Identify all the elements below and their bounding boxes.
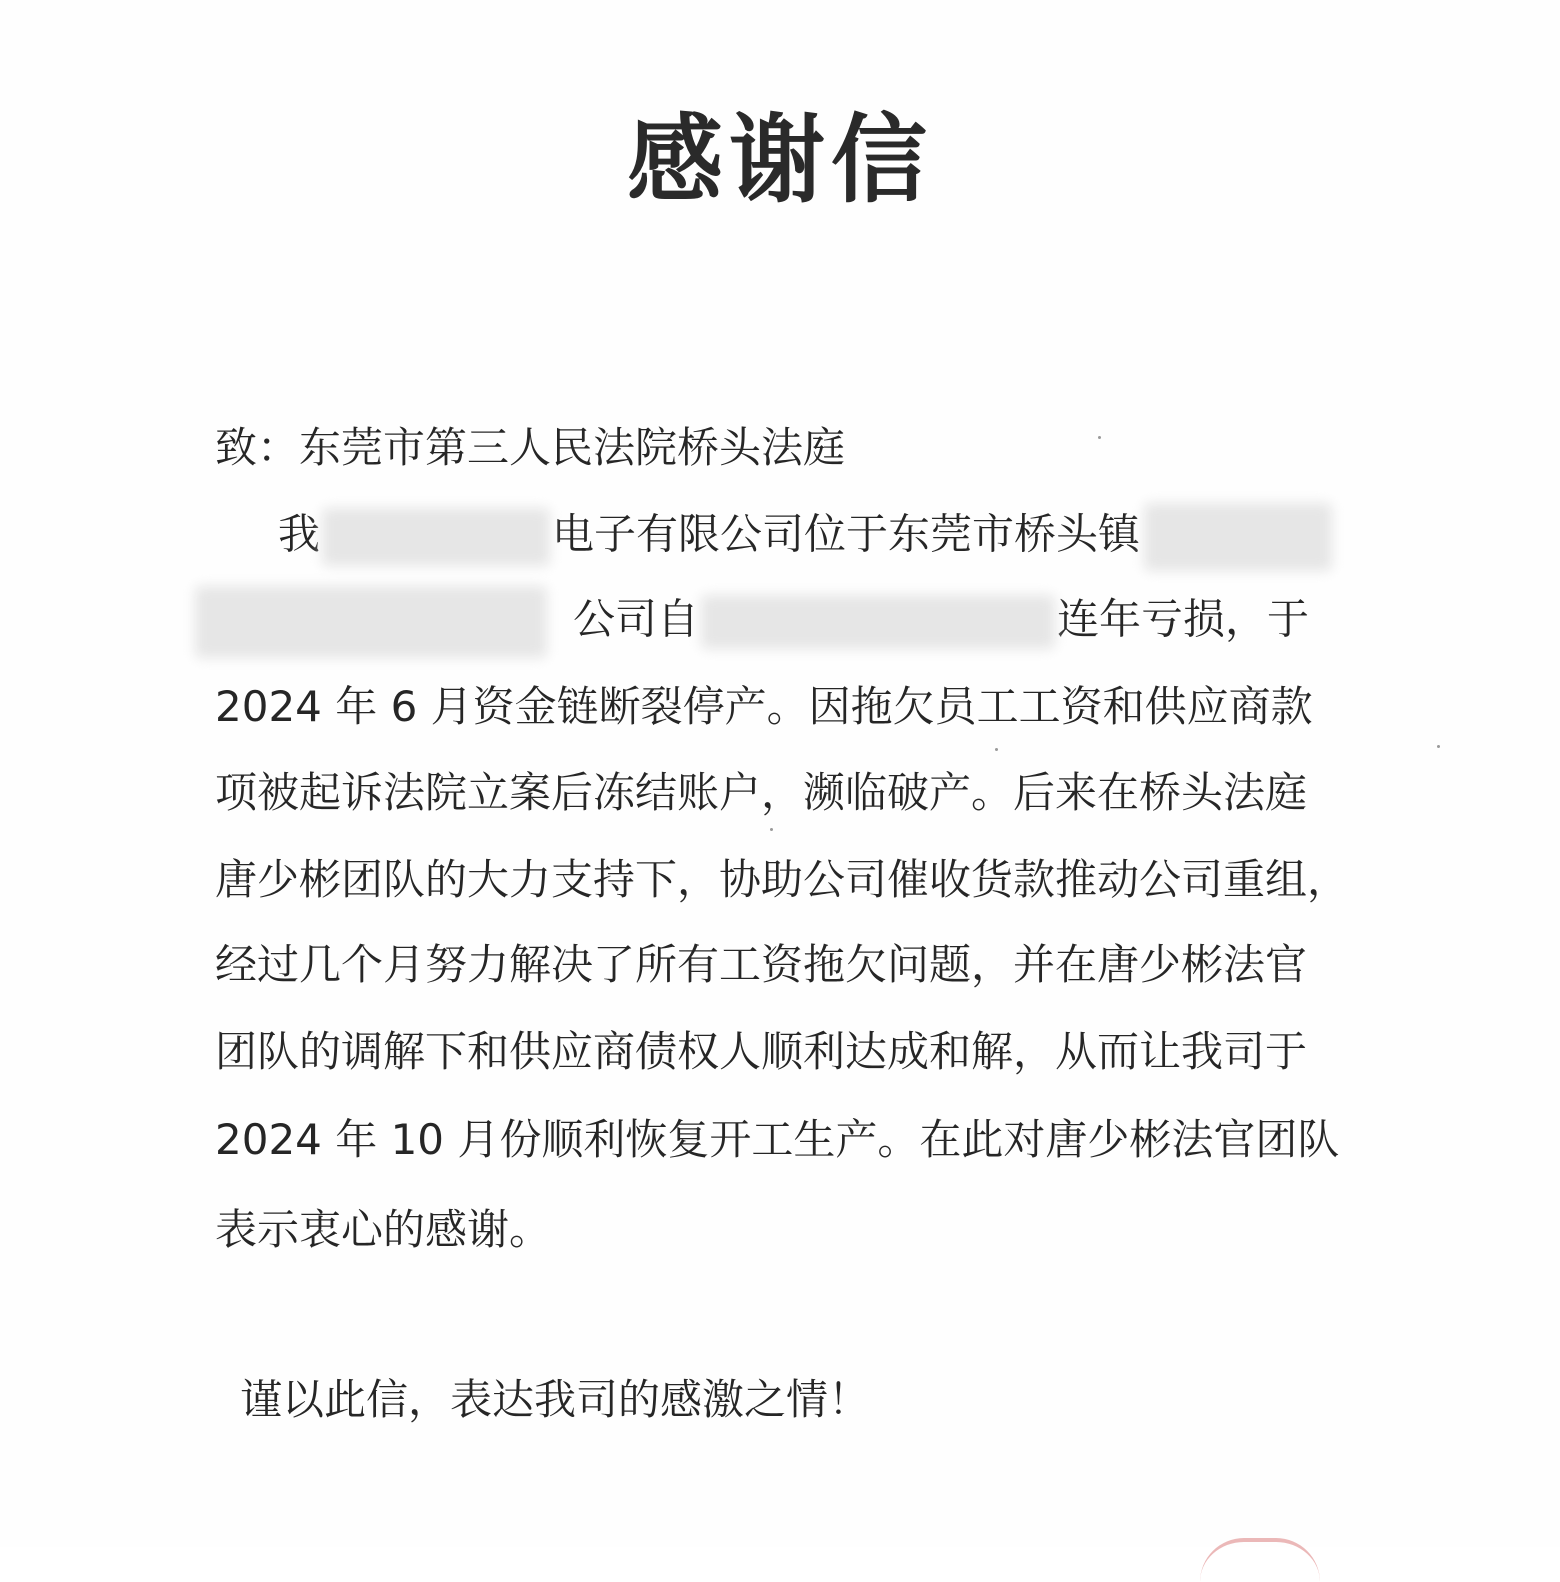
- body-line-1-end: 电子有限公司位于东莞市桥头镇: [552, 509, 1141, 559]
- red-seal-stamp: [1200, 1538, 1320, 1582]
- addressee-line: 致：东莞市第三人民法院桥头法庭: [215, 423, 846, 472]
- scan-speck: [770, 828, 773, 831]
- redacted-company-name: [322, 508, 550, 566]
- scan-speck: [995, 748, 998, 751]
- body-line-2-start: 公司自: [573, 594, 700, 644]
- redacted-address: [1144, 503, 1332, 571]
- letter-title: 感谢信: [627, 104, 933, 216]
- redacted-date-range: [701, 595, 1055, 649]
- body-line-6: 经过几个月努力解决了所有工资拖欠问题，并在唐少彬法官: [215, 940, 1308, 989]
- body-line-4: 项被起诉法院立案后冻结账户，濒临破产。后来在桥头法庭: [215, 768, 1308, 817]
- body-line-9: 表示衷心的感谢。: [215, 1205, 552, 1254]
- scan-speck: [1098, 436, 1101, 439]
- redacted-address-continued: [195, 586, 547, 658]
- body-line-3: 2024 年 6 月资金链断裂停产。因拖欠员工工资和供应商款: [215, 682, 1313, 731]
- body-line-8: 2024 年 10 月份顺利恢复开工生产。在此对唐少彬法官团队: [215, 1115, 1340, 1164]
- body-line-2: [195, 586, 1309, 658]
- scan-speck: [1437, 745, 1440, 748]
- body-line-5: 唐少彬团队的大力支持下，协助公司催收货款推动公司重组，: [215, 855, 1350, 904]
- body-line-1: [278, 503, 1332, 571]
- closing-line: 谨以此信，表达我司的感激之情！: [240, 1375, 871, 1424]
- body-line-2-end: 连年亏损，于: [1057, 594, 1310, 644]
- body-line-1-start: 我: [278, 509, 321, 559]
- body-line-7: 团队的调解下和供应商债权人顺利达成和解，从而让我司于: [215, 1027, 1308, 1076]
